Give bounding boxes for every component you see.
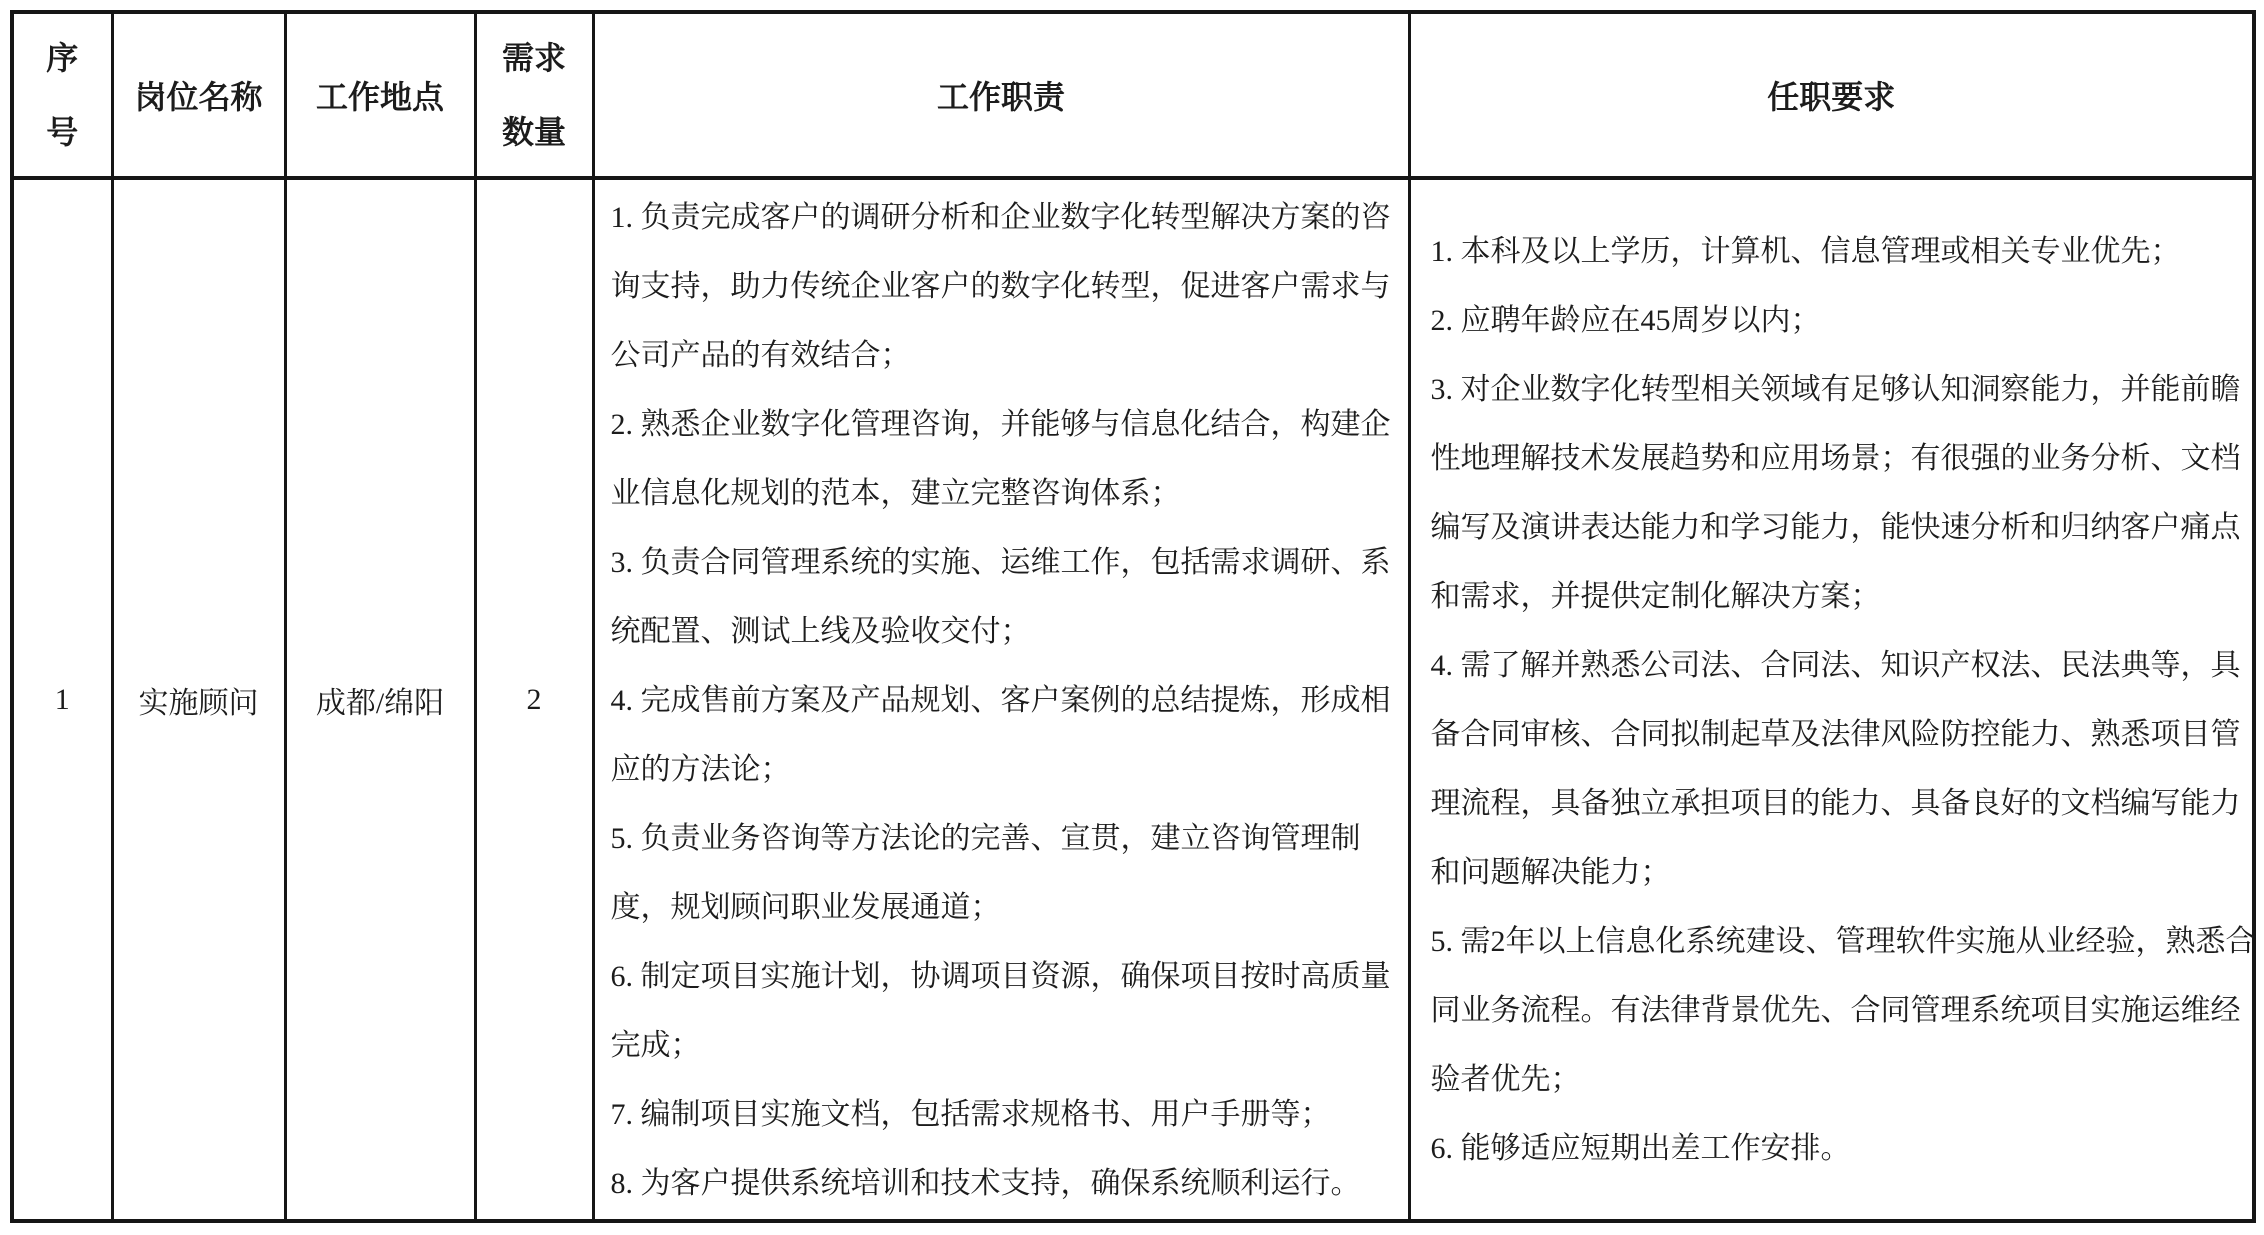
duty-line: 统配置、测试上线及验收交付； bbox=[610, 615, 1031, 648]
job-postings-table bbox=[10, 10, 2256, 1223]
cell-position: 实施顾问 bbox=[112, 178, 285, 1221]
requirement-line: 理流程，具备独立承担项目的能力、具备良好的文档编写能力 bbox=[1430, 786, 2241, 820]
requirement-line: 验者优先； bbox=[1430, 1062, 1581, 1096]
duty-line: 应的方法论； bbox=[610, 753, 791, 786]
header-position: 岗位名称 bbox=[112, 12, 285, 178]
header-quantity-line1: 需求 bbox=[501, 40, 566, 76]
requirement-line: 3. 对企业数字化转型相关领域有足够认知洞察能力，并能前瞻 bbox=[1430, 372, 2241, 406]
header-requirements: 任职要求 bbox=[1409, 12, 2254, 178]
requirement-line: 备合同审核、合同拟制起草及法律风险防控能力、熟悉项目管 bbox=[1430, 717, 2241, 751]
requirement-line: 编写及演讲表达能力和学习能力，能快速分析和归纳客户痛点 bbox=[1430, 510, 2241, 544]
duty-line: 公司产品的有效结合； bbox=[610, 339, 911, 372]
header-seq bbox=[12, 12, 112, 178]
header-seq-line2: 号 bbox=[46, 114, 79, 150]
header-location: 工作地点 bbox=[285, 12, 475, 178]
duty-line: 询支持，助力传统企业客户的数字化转型，促进客户需求与 bbox=[610, 270, 1391, 303]
cell-duties bbox=[593, 178, 1409, 1221]
duty-line: 7. 编制项目实施文档，包括需求规格书、用户手册等； bbox=[610, 1098, 1331, 1131]
duty-line: 度，规划顾问职业发展通道； bbox=[610, 891, 1001, 924]
duty-line: 完成； bbox=[610, 1029, 701, 1062]
requirement-line: 5. 需2年以上信息化系统建设、管理软件实施从业经验，熟悉合 bbox=[1430, 924, 2256, 958]
header-seq-line1: 序 bbox=[46, 40, 79, 76]
duty-line: 1. 负责完成客户的调研分析和企业数字化转型解决方案的咨 bbox=[610, 201, 1391, 234]
duty-line: 2. 熟悉企业数字化管理咨询，并能够与信息化结合，构建企 bbox=[610, 408, 1391, 441]
header-row bbox=[12, 12, 2254, 178]
requirement-line: 1. 本科及以上学历，计算机、信息管理或相关专业优先； bbox=[1430, 234, 2181, 268]
cell-seq: 1 bbox=[12, 178, 112, 1221]
cell-location: 成都/绵阳 bbox=[285, 178, 475, 1221]
cell-quantity: 2 bbox=[475, 178, 593, 1221]
requirement-line: 性地理解技术发展趋势和应用场景；有很强的业务分析、文档 bbox=[1430, 441, 2241, 475]
header-quantity bbox=[475, 12, 593, 178]
duty-line: 4. 完成售前方案及产品规划、客户案例的总结提炼，形成相 bbox=[610, 684, 1391, 717]
duty-line: 业信息化规划的范本，建立完整咨询体系； bbox=[610, 477, 1181, 510]
requirement-line: 6. 能够适应短期出差工作安排。 bbox=[1430, 1131, 1851, 1165]
requirement-line: 同业务流程。有法律背景优先、合同管理系统项目实施运维经 bbox=[1430, 993, 2241, 1027]
duty-line: 3. 负责合同管理系统的实施、运维工作，包括需求调研、系 bbox=[610, 546, 1391, 579]
header-quantity-line2: 数量 bbox=[501, 114, 566, 150]
requirement-line: 4. 需了解并熟悉公司法、合同法、知识产权法、民法典等，具 bbox=[1430, 648, 2241, 682]
requirement-line: 2. 应聘年龄应在45周岁以内； bbox=[1430, 303, 1821, 337]
requirement-line: 和问题解决能力； bbox=[1430, 855, 1671, 889]
cell-requirements bbox=[1409, 178, 2254, 1221]
duty-line: 8. 为客户提供系统培训和技术支持，确保系统顺利运行。 bbox=[610, 1167, 1361, 1200]
duty-line: 5. 负责业务咨询等方法论的完善、宣贯，建立咨询管理制 bbox=[610, 822, 1361, 855]
table-row bbox=[12, 178, 2254, 1221]
header-duties: 工作职责 bbox=[593, 12, 1409, 178]
duty-line: 6. 制定项目实施计划，协调项目资源，确保项目按时高质量 bbox=[610, 960, 1391, 993]
requirement-line: 和需求，并提供定制化解决方案； bbox=[1430, 579, 1881, 613]
